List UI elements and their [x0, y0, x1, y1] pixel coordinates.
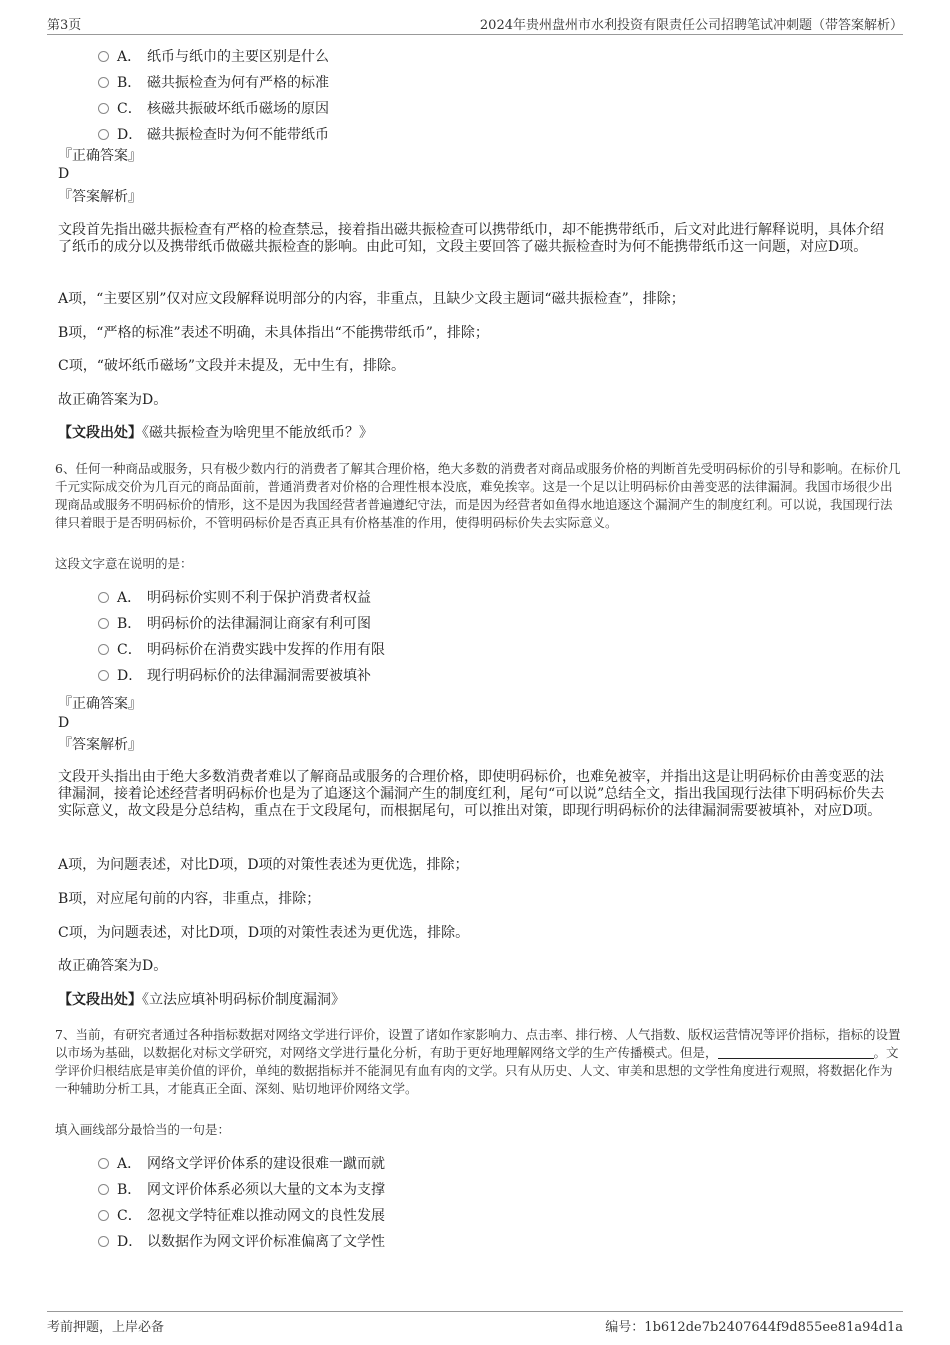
source-label: 【文段出处】 [58, 425, 142, 441]
footer-slogan: 考前押题，上岸必备 [47, 1320, 165, 1335]
q6-options [98, 587, 385, 691]
q5-answer-label: 『正确答案』 [58, 148, 142, 164]
q5-option-c[interactable]: C． 核磁共振破坏纸币磁场的原因 [98, 98, 329, 124]
q6-answer-label: 『正确答案』 [58, 696, 142, 712]
q6-option-c[interactable]: C． 明码标价在消费实践中发挥的作用有限 [98, 639, 385, 665]
radio-icon[interactable] [98, 103, 109, 114]
q6-option-a[interactable]: A． 明码标价实则不利于保护消费者权益 [98, 587, 385, 613]
page-footer [47, 1311, 903, 1338]
radio-icon[interactable] [98, 77, 109, 88]
radio-icon[interactable] [98, 51, 109, 62]
q7-stem-part2: 。文学评价归根结底是审美价值的评价，单纯的数据指标并不能洞见有血有肉的文学。只有从历史、人文、审美和思想的文学性角度进行观照，将数据化作为一种辅助分析工具，才能真正全面、深刻、贴切地评价网络文学。 [55, 1045, 899, 1096]
q5-option-b[interactable]: B． 磁共振检查为何有严格的标准 [98, 72, 329, 98]
q6-source [58, 992, 888, 1009]
radio-icon[interactable] [98, 644, 109, 655]
q5-option-d[interactable]: D． 磁共振检查时为何不能带纸币 [98, 124, 329, 150]
radio-icon[interactable] [98, 618, 109, 629]
fill-blank [718, 1045, 874, 1059]
q5-source-title: 《磁共振检查为啥兜里不能放纸币？》 [142, 425, 373, 441]
q6-analysis-text: 文段开头指出由于绝大多数消费者难以了解商品或服务的合理价格，即使明码标价，也难免被宰，并指出这是让明码标价由善变恶的法律漏洞，接着论述经营者明码标价也是为了追逐这个漏洞产生的制度红利，尾句“可以说”总结全文，指出我国现行法律下明码标价失去实际意义，故文段是分总结构，重点在于文段尾句，而根据尾句，可以推出对策，即现行明码标价的法律漏洞需要被填补，对应D项。 [58, 769, 885, 819]
q5-option-c-explanation: C项，“破坏纸币磁场”文段并未提及，无中生有，排除。 [58, 358, 406, 374]
document-id [605, 1316, 903, 1335]
document-id-label: 编号： [605, 1320, 645, 1335]
q7-option-a[interactable]: A． 网络文学评价体系的建设很难一蹴而就 [98, 1153, 385, 1179]
q6-answer-value: D [58, 715, 70, 731]
radio-icon[interactable] [98, 1184, 109, 1195]
q5-option-a[interactable]: A． 纸币与纸巾的主要区别是什么 [98, 46, 329, 72]
q6-option-d[interactable]: D． 现行明码标价的法律漏洞需要被填补 [98, 665, 385, 691]
q6-option-b-explanation: B项，对应尾句前的内容，非重点，排除； [58, 891, 321, 907]
q5-analysis-text: 文段首先指出磁共振检查有严格的检查禁忌，接着指出磁共振检查可以携带纸巾，却不能携带纸币，后文对此进行解释说明，具体介绍了纸币的成分以及携带纸币做磁共振检查的影响。由此可知，文段主要回答了磁共振检查时为何不能携带纸币这一问题，对应D项。 [58, 222, 884, 255]
radio-icon[interactable] [98, 1210, 109, 1221]
q5-options [98, 46, 329, 150]
q5-answer-value: D [58, 166, 70, 182]
radio-icon[interactable] [98, 592, 109, 603]
radio-icon[interactable] [98, 670, 109, 681]
page-header [47, 14, 903, 35]
q6-option-b[interactable]: B． 明码标价的法律漏洞让商家有利可图 [98, 613, 385, 639]
radio-icon[interactable] [98, 1158, 109, 1169]
q5-option-b-explanation: B项，“严格的标准”表述不明确，未具体指出“不能携带纸币”，排除； [58, 325, 489, 341]
q7-options [98, 1153, 385, 1257]
radio-icon[interactable] [98, 129, 109, 140]
q6-option-a-explanation: A项，为问题表述，对比D项，D项的对策性表述为更优选，排除； [58, 857, 469, 873]
q6-question: 这段文字意在说明的是： [55, 556, 193, 571]
q7-stem-part1: 7、当前，有研究者通过各种指标数据对网络文学进行评价，设置了诸如作家影响力、点击率、排行榜、人气指数、版权运营情况等评价指标，指标的设置以市场为基础，以数据化对标文学研究，对网络文学进行量化分析，有助于更好地理解网络文学的生产传播模式。但是， [55, 1027, 901, 1060]
q7-option-d[interactable]: D． 以数据作为网文评价标准偏离了文学性 [98, 1231, 385, 1257]
q6-source-title: 《立法应填补明码标价制度漏洞》 [142, 992, 345, 1008]
q6-analysis-label: 『答案解析』 [58, 737, 142, 753]
q5-source [58, 425, 888, 442]
q6-conclusion: 故正确答案为D。 [58, 958, 168, 974]
q5-analysis-label: 『答案解析』 [58, 189, 142, 205]
q7-question: 填入画线部分最恰当的一句是： [55, 1122, 231, 1137]
radio-icon[interactable] [98, 1236, 109, 1247]
q6-stem: 6、任何一种商品或服务，只有极少数内行的消费者了解其合理价格，绝大多数的消费者对商品或服务价格的判断首先受明码标价的引导和影响。在标价几千元实际成交价为几百元的商品面前，普通消费者对价格的合理性根本没底，难免挨宰。这是一个足以让明码标价由善变恶的法律漏洞。我国市场很少出现商品或服务不明码标价的情形，这不是因为我国经营者普遍遵纪守法，而是因为经营者如鱼得水地追逐这个漏洞产生的制度红利。可以说，我国现行法律只着眼于是否明码标价，不管明码标价是否真正具有价格基准的作用，使得明码标价失去实际意义。 [55, 461, 901, 530]
q7-option-b[interactable]: B． 网文评价体系必须以大量的文本为支撑 [98, 1179, 385, 1205]
document-id-value: 1b612de7b2407644f9d855ee81a94d1a [644, 1320, 903, 1335]
q6-option-c-explanation: C项，为问题表述，对比D项，D项的对策性表述为更优选，排除。 [58, 925, 470, 941]
document-title: 2024年贵州盘州市水利投资有限责任公司招聘笔试冲刺题（带答案解析） [479, 18, 903, 33]
q5-conclusion: 故正确答案为D。 [58, 392, 168, 408]
q7-option-c[interactable]: C． 忽视文学特征难以推动网文的良性发展 [98, 1205, 385, 1231]
q5-option-a-explanation: A项，“主要区别”仅对应文段解释说明部分的内容，非重点，且缺少文段主题词“磁共振检查”，排除； [58, 291, 685, 307]
page-number: 第3页 [47, 18, 82, 33]
source-label: 【文段出处】 [58, 992, 142, 1008]
q7-stem [55, 1026, 903, 1098]
